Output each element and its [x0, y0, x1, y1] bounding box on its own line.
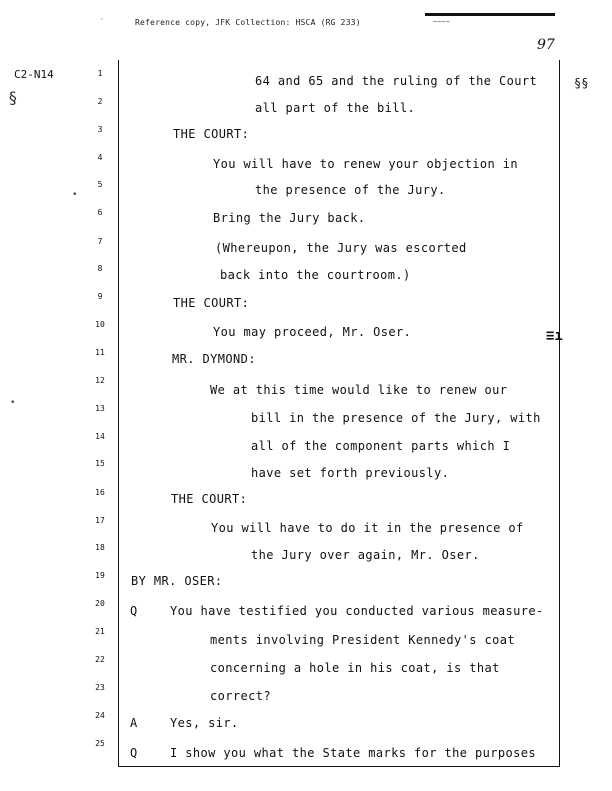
transcript-line: all of the component parts which I: [251, 439, 511, 453]
line-number: 3: [97, 125, 103, 134]
transcript-line: back into the courtroom.): [220, 268, 411, 282]
line-number: 24: [95, 711, 105, 720]
transcript-line: MR. DYMOND:: [172, 352, 256, 366]
line-number: 17: [95, 516, 105, 525]
line-number: 13: [95, 404, 105, 413]
line-number: 23: [95, 683, 105, 692]
line-number: 2: [97, 97, 103, 106]
line-number: 9: [97, 292, 103, 301]
line-number: 4: [97, 153, 103, 162]
line-number: 1: [97, 69, 103, 78]
line-number: 8: [97, 264, 103, 273]
line-number: 20: [95, 599, 105, 608]
line-number: 7: [97, 237, 103, 246]
line-number: 14: [95, 432, 105, 441]
transcript-line: BY MR. OSER:: [131, 574, 223, 588]
transcript-line: all part of the bill.: [255, 101, 416, 115]
line-number: 15: [95, 459, 105, 468]
reference-header: Reference copy, JFK Collection: HSCA (RG 233): [135, 18, 361, 27]
speaker-label-q: Q: [130, 746, 138, 760]
stray-dot: •: [72, 190, 78, 200]
transcript-line: You have testified you conducted various measure-: [170, 604, 544, 618]
header-stamp: ~~~~: [433, 18, 450, 26]
transcript-line: Yes, sir.: [170, 716, 239, 730]
line-number: 12: [95, 376, 105, 385]
transcript-line: the presence of the Jury.: [255, 183, 446, 197]
line-number: 19: [95, 571, 105, 580]
left-margin-mark: §: [8, 88, 18, 107]
header-rule: [425, 13, 555, 16]
transcript-line: ments involving President Kennedy's coat: [210, 633, 515, 647]
transcript-line: We at this time would like to renew our: [210, 383, 508, 397]
line-number: 11: [95, 348, 105, 357]
transcript-line: THE COURT:: [173, 127, 250, 141]
line-number: 10: [95, 320, 105, 329]
transcript-line: (Whereupon, the Jury was escorted: [215, 241, 467, 255]
header-tick: `: [100, 18, 105, 26]
transcript-line: You will have to do it in the presence of: [211, 521, 524, 535]
line-number: 25: [95, 739, 105, 748]
document-id: C2-N14: [14, 68, 54, 81]
line-number: 22: [95, 655, 105, 664]
right-margin-mark-mid: ≡ı: [546, 328, 563, 344]
transcript-line: correct?: [210, 689, 271, 703]
speaker-label-a: A: [130, 716, 138, 730]
line-number: 16: [95, 488, 105, 497]
stray-dot: •: [10, 398, 16, 408]
line-number: 6: [97, 208, 103, 217]
transcript-line: You will have to renew your objection in: [213, 157, 518, 171]
line-number: 21: [95, 627, 105, 636]
transcript-line: 64 and 65 and the ruling of the Court: [255, 74, 538, 88]
transcript-line: bill in the presence of the Jury, with: [251, 411, 541, 425]
transcript-line: the Jury over again, Mr. Oser.: [251, 548, 480, 562]
transcript-line: concerning a hole in his coat, is that: [210, 661, 500, 675]
transcript-line: THE COURT:: [171, 492, 248, 506]
page-number: 97: [537, 37, 555, 53]
transcript-line: Bring the Jury back.: [213, 211, 366, 225]
transcript-line: have set forth previously.: [251, 466, 450, 480]
line-number: 18: [95, 543, 105, 552]
transcript-line: You may proceed, Mr. Oser.: [213, 325, 412, 339]
speaker-label-q: Q: [130, 604, 138, 618]
transcript-line: THE COURT:: [173, 296, 250, 310]
line-number: 5: [97, 180, 103, 189]
right-margin-mark: §§: [574, 76, 589, 90]
transcript-line: I show you what the State marks for the purposes: [170, 746, 536, 760]
